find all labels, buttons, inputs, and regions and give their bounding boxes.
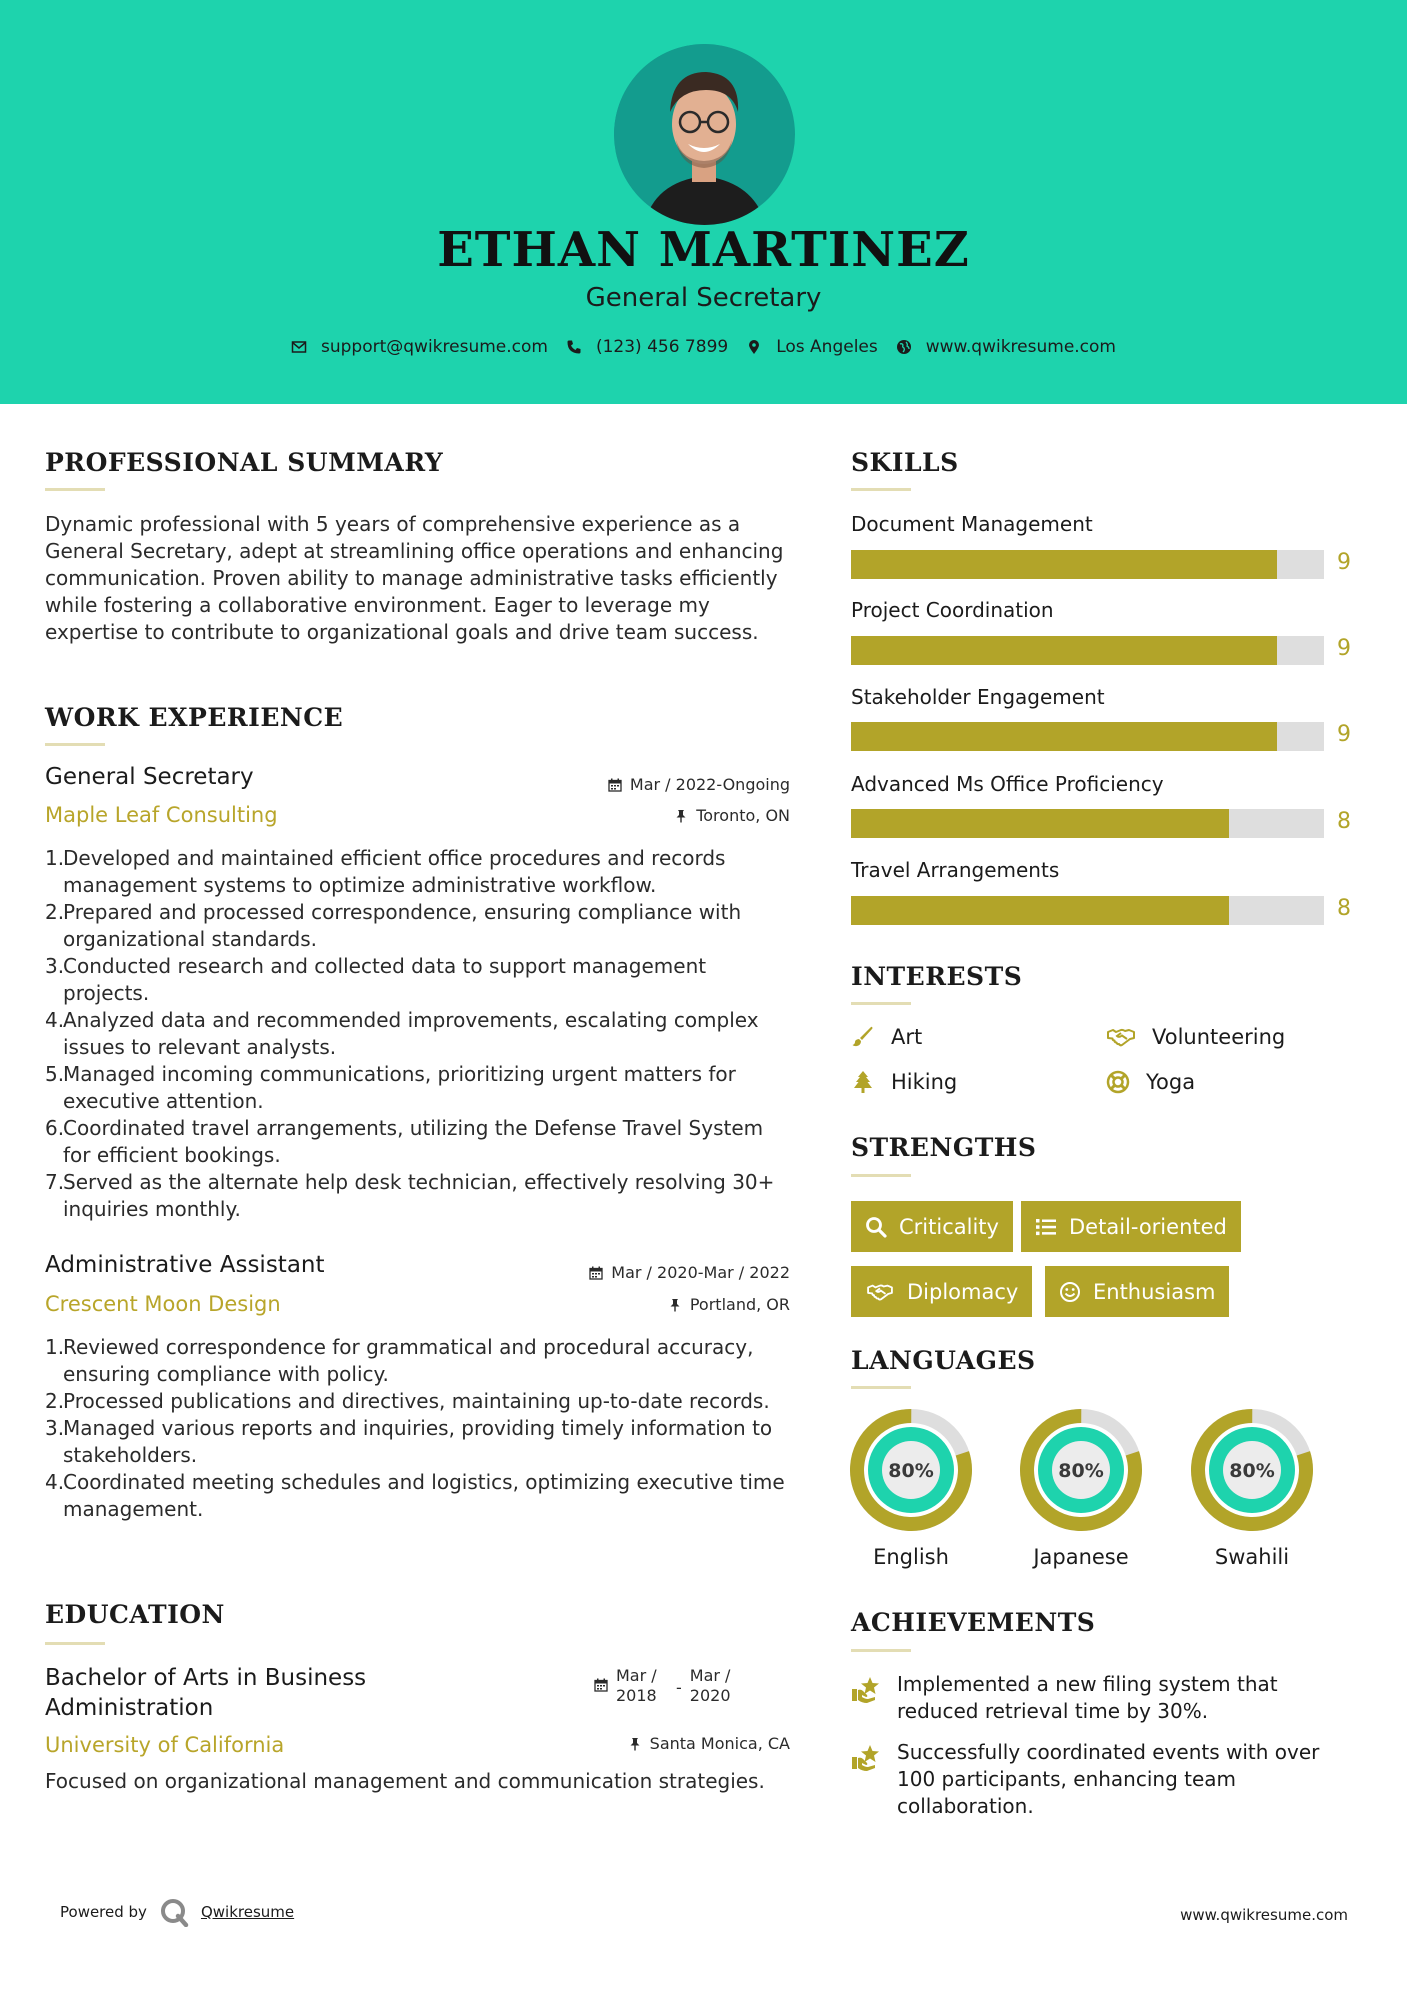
contact-phone[interactable] [566, 337, 728, 357]
education-date-dash: - [676, 1678, 682, 1697]
languages-underline [851, 1386, 911, 1389]
language-name: Swahili [1214, 1545, 1290, 1569]
calendar-icon [594, 1678, 608, 1692]
strength-tag [851, 1201, 1013, 1252]
language-donut [850, 1409, 972, 1531]
strength-tag [851, 1266, 1032, 1317]
education-end-date: Mar / 2020 [689, 1666, 731, 1705]
search-icon [865, 1216, 887, 1238]
summary-text: Dynamic professional with 5 years of comprehensive experience as a General Secretary, adept at streamlining office operations and enhancing communication. Proven ability to manage administrative tasks efficiently while fostering a collaborative environment. Eager to leverage my expertise to contribute to organizational goals and drive team success. [45, 512, 784, 644]
strengths-heading: STRENGTHS [851, 1133, 1037, 1162]
handshake-icon [1106, 1025, 1136, 1049]
job-date-text: Mar / 2020-Mar / 2022 [611, 1263, 790, 1282]
skill-bar [851, 550, 1324, 579]
skills-underline [851, 488, 911, 491]
list-item: 1. Developed and maintained efficient office procedures and records management systems to optimize administrative workflow. [45, 846, 726, 897]
skill-value: 8 [1337, 896, 1351, 921]
smile-icon [1059, 1281, 1081, 1303]
pushpin-icon [674, 809, 688, 823]
contact-email-text: support@qwikresume.com [321, 337, 548, 357]
handshake-icon [865, 1281, 895, 1303]
contact-bar [0, 337, 1407, 357]
job-duties-list [45, 1334, 795, 1523]
list-item: 5. Managed incoming communications, prioritizing urgent matters for executive attention. [45, 1062, 736, 1113]
achievement-text: Implemented a new filing system that reduced retrieval time by 30%. [897, 1672, 1278, 1723]
strength-label: Enthusiasm [1093, 1279, 1216, 1304]
list-icon [1035, 1216, 1057, 1238]
languages-heading: LANGUAGES [851, 1346, 1036, 1375]
skill-value: 9 [1337, 636, 1351, 661]
job-duties-list [45, 845, 795, 1223]
star-hand-icon [851, 1741, 883, 1773]
profile-photo [614, 44, 795, 225]
job-location-text: Toronto, ON [696, 806, 790, 825]
job-date [608, 775, 790, 794]
skill-bar-fill [851, 896, 1229, 925]
skill-label: Document Management [851, 512, 1093, 536]
job-role: Administrative Assistant [45, 1252, 325, 1278]
education-heading: EDUCATION [45, 1600, 225, 1629]
skill-value: 9 [1337, 722, 1351, 747]
education-degree: Bachelor of Arts in Business Administration [45, 1665, 367, 1721]
calendar-icon [608, 778, 622, 792]
list-item: 3. Conducted research and collected data to support management projects. [45, 954, 707, 1005]
skill-label: Advanced Ms Office Proficiency [851, 772, 1164, 796]
language-name: Japanese [1033, 1545, 1129, 1569]
strength-label: Criticality [899, 1214, 999, 1239]
interest-item [851, 1025, 922, 1049]
job-date [589, 1263, 790, 1282]
experience-heading: WORK EXPERIENCE [45, 703, 344, 732]
profile-portrait-icon [614, 44, 795, 225]
strengths-underline [851, 1174, 911, 1177]
job-location [674, 806, 790, 825]
contact-email[interactable] [291, 337, 548, 357]
summary-underline [45, 488, 105, 491]
education-date [594, 1666, 748, 1706]
powered-by-text: Powered by [60, 1903, 147, 1921]
job-role: General Secretary [45, 764, 254, 790]
education-location [628, 1734, 790, 1753]
skill-label: Stakeholder Engagement [851, 685, 1105, 709]
job-location-text: Portland, OR [689, 1295, 790, 1314]
strength-label: Detail-oriented [1069, 1214, 1227, 1239]
qwikresume-logo-icon [159, 1897, 189, 1927]
job-company: Maple Leaf Consulting [45, 803, 278, 827]
skill-label: Travel Arrangements [851, 858, 1060, 882]
candidate-title: General Secretary [585, 283, 822, 313]
list-item: 2. Processed publications and directives, maintaining up-to-date records. [45, 1389, 770, 1413]
skill-bar [851, 809, 1324, 838]
tree-icon [851, 1070, 875, 1094]
calendar-icon [589, 1266, 603, 1280]
list-item: 2. Prepared and processed correspondence, ensuring compliance with organizational standards. [45, 900, 742, 951]
achievements-heading: ACHIEVEMENTS [851, 1608, 1096, 1637]
interest-item [1106, 1025, 1285, 1049]
donut-label: 80% [1058, 1460, 1104, 1482]
globe-icon [896, 339, 912, 355]
candidate-name: ETHAN MARTINEZ [437, 222, 970, 278]
list-item: 3. Managed various reports and inquiries, providing timely information to stakeholders. [45, 1416, 773, 1467]
job-date-text: Mar / 2022-Ongoing [629, 775, 790, 794]
achievement-item [851, 1739, 1351, 1820]
donut-label: 80% [888, 1460, 934, 1482]
skill-bar [851, 636, 1324, 665]
strength-label: Diplomacy [907, 1279, 1019, 1304]
language-donut [1191, 1409, 1313, 1531]
skill-bar [851, 722, 1324, 751]
education-start-date: Mar / 2018 [616, 1666, 657, 1705]
footer-website[interactable]: www.qwikresume.com [1180, 1906, 1348, 1924]
strength-tag [1021, 1201, 1241, 1252]
job-company: Crescent Moon Design [45, 1292, 281, 1316]
skill-bar [851, 896, 1324, 925]
contact-location-text: Los Angeles [776, 337, 878, 357]
language-donut [1020, 1409, 1142, 1531]
list-item: 6. Coordinated travel arrangements, utilizing the Defense Travel System for efficient bookings. [45, 1116, 764, 1167]
paintbrush-icon [851, 1025, 875, 1049]
skills-heading: SKILLS [851, 448, 959, 477]
interests-underline [851, 1002, 911, 1005]
education-description: Focused on organizational management and communication strategies. [45, 1769, 765, 1793]
skill-bar-fill [851, 809, 1229, 838]
contact-location [746, 337, 878, 357]
footer-powered-by [60, 1897, 294, 1927]
lifebuoy-icon [1106, 1070, 1130, 1094]
skill-bar-fill [851, 636, 1277, 665]
envelope-icon [291, 339, 307, 355]
map-pin-icon [746, 339, 762, 355]
list-item: 7. Served as the alternate help desk technician, effectively resolving 30+ inquiries monthly. [45, 1170, 775, 1221]
interest-item [1106, 1070, 1195, 1094]
brand-link[interactable]: Qwikresume [200, 1903, 295, 1921]
pushpin-icon [628, 1737, 642, 1751]
donut-label: 80% [1229, 1460, 1275, 1482]
star-hand-icon [851, 1673, 883, 1705]
skill-value: 9 [1337, 550, 1351, 575]
pushpin-icon [668, 1298, 682, 1312]
phone-icon [566, 339, 582, 355]
experience-underline [45, 743, 105, 746]
language-name: English [873, 1545, 949, 1569]
interest-label: Yoga [1146, 1070, 1196, 1094]
interest-item [851, 1070, 957, 1094]
achievement-text: Successfully coordinated events with over 100 participants, enhancing team collaboration. [897, 1740, 1320, 1818]
skill-bar-fill [851, 550, 1277, 579]
header-banner [0, 0, 1407, 404]
contact-website-text: www.qwikresume.com [925, 337, 1116, 357]
education-underline [45, 1642, 105, 1645]
contact-website[interactable] [896, 337, 1116, 357]
strength-tag [1045, 1266, 1229, 1317]
interest-label: Art [891, 1025, 923, 1049]
summary-heading: PROFESSIONAL SUMMARY [45, 448, 444, 477]
education-school: University of California [45, 1733, 285, 1757]
skill-label: Project Coordination [851, 598, 1054, 622]
contact-phone-text: (123) 456 7899 [595, 337, 729, 357]
achievement-item [851, 1671, 1351, 1725]
interest-label: Hiking [891, 1070, 958, 1094]
job-location [668, 1295, 790, 1314]
interests-heading: INTERESTS [851, 962, 1023, 991]
skill-bar-fill [851, 722, 1277, 751]
education-location-text: Santa Monica, CA [649, 1734, 790, 1753]
skill-value: 8 [1337, 809, 1351, 834]
list-item: 4. Coordinated meeting schedules and logistics, optimizing executive time management. [45, 1470, 785, 1521]
achievements-underline [851, 1649, 911, 1652]
list-item: 1. Reviewed correspondence for grammatical and procedural accuracy, ensuring compliance with policy. [45, 1335, 754, 1386]
interest-label: Volunteering [1152, 1025, 1286, 1049]
list-item: 4. Analyzed data and recommended improvements, escalating complex issues to relevant analysts. [45, 1008, 759, 1059]
